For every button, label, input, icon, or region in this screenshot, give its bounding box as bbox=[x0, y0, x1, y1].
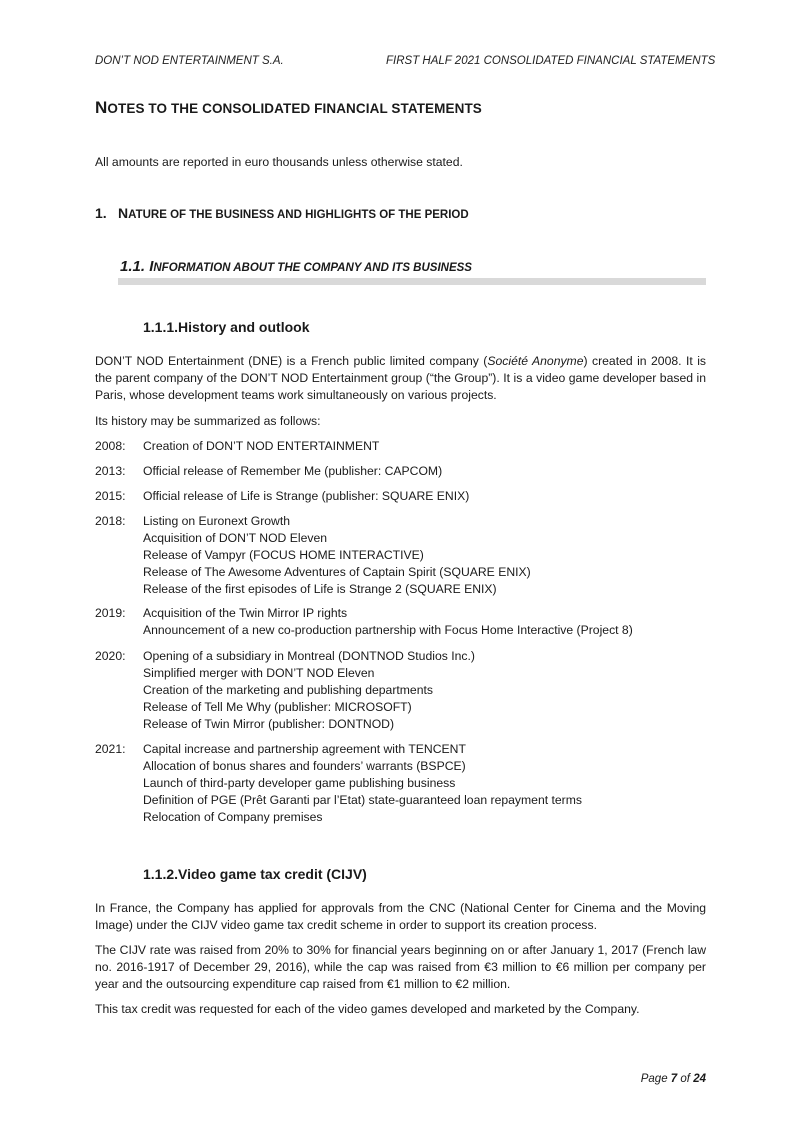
page-title-rest: OTES TO THE CONSOLIDATED FINANCIAL STATEMENTS bbox=[107, 101, 482, 116]
timeline-item: Launch of third-party developer game publishing business bbox=[143, 776, 456, 790]
history-text-italic: Société Anonyme bbox=[487, 354, 584, 368]
timeline-year: 2008: bbox=[95, 439, 126, 453]
timeline-item: Release of Vampyr (FOCUS HOME INTERACTIVE) bbox=[143, 548, 424, 562]
history-text-2: ) created in 2008. It is the parent company of the DON’T NOD Entertainment group (“the Group”). It is a video game developer based in Paris, whose development teams work simultaneously on various projects. bbox=[95, 354, 706, 402]
section-title: History and outlook bbox=[178, 319, 310, 335]
timeline-item: Acquisition of DON’T NOD Eleven bbox=[143, 531, 328, 545]
timeline-item: Release of Twin Mirror (publisher: DONTNOD) bbox=[143, 717, 395, 731]
timeline-item: Opening of a subsidiary in Montreal (DONTNOD Studios Inc.) bbox=[143, 649, 475, 663]
history-text-1: DON’T NOD Entertainment (DNE) is a French public limited company ( bbox=[95, 354, 488, 368]
timeline-item: Release of The Awesome Adventures of Captain Spirit (SQUARE ENIX) bbox=[143, 565, 531, 579]
section-title-initial: N bbox=[118, 205, 129, 221]
section-title-initial: I bbox=[149, 258, 154, 275]
page-number bbox=[641, 1073, 706, 1085]
timeline-year: 2021: bbox=[95, 742, 126, 756]
timeline-year: 2015: bbox=[95, 489, 126, 503]
timeline-item: Allocation of bonus shares and founders’ warrants (BSPCE) bbox=[143, 759, 466, 773]
section-title-rest: ATURE OF THE BUSINESS AND HIGHLIGHTS OF THE PERIOD bbox=[128, 209, 469, 221]
section-heading-1-1-2 bbox=[143, 866, 367, 882]
timeline-item: Capital increase and partnership agreement with TENCENT bbox=[143, 742, 466, 756]
section-number: 1.1. bbox=[120, 258, 146, 275]
section-heading-1-1-1 bbox=[143, 319, 309, 335]
timeline-item: Relocation of Company premises bbox=[143, 810, 323, 824]
timeline-year: 2019: bbox=[95, 606, 126, 620]
running-header-company: DON’T NOD ENTERTAINMENT S.A. bbox=[95, 55, 284, 67]
timeline-item: Creation of the marketing and publishing departments bbox=[143, 683, 433, 697]
section-number: 1. bbox=[95, 205, 107, 221]
section-title-rest: NFORMATION ABOUT THE COMPANY AND ITS BUSINESS bbox=[153, 262, 472, 274]
timeline-year: 2020: bbox=[95, 649, 126, 663]
timeline-item: Release of Tell Me Why (publisher: MICROSOFT) bbox=[143, 700, 412, 714]
page-current: 7 bbox=[670, 1073, 678, 1085]
running-header-title: FIRST HALF 2021 CONSOLIDATED FINANCIAL STATEMENTS bbox=[386, 55, 716, 67]
section-title: Video game tax credit (CIJV) bbox=[178, 866, 367, 882]
section-number: 1.1.2. bbox=[143, 866, 179, 882]
timeline-item: Release of the first episodes of Life is Strange 2 (SQUARE ENIX) bbox=[143, 582, 497, 596]
timeline-item: Listing on Euronext Growth bbox=[143, 514, 291, 528]
timeline-item: Simplified merger with DON’T NOD Eleven bbox=[143, 666, 375, 680]
timeline-item: Acquisition of the Twin Mirror IP rights bbox=[143, 606, 348, 620]
timeline-year: 2018: bbox=[95, 514, 126, 528]
tax-paragraph-3: This tax credit was requested for each of the video games developed and marketed by the Company. bbox=[95, 1002, 640, 1016]
page-total: 24 bbox=[693, 1073, 706, 1085]
tax-paragraph-1: In France, the Company has applied for approvals from the CNC (National Center for Cinema and the Moving Image) under the CIJV video game tax credit scheme in order to support its creation process. bbox=[95, 901, 706, 932]
section-heading-1 bbox=[95, 205, 469, 221]
section-heading-1-1 bbox=[118, 258, 706, 285]
page-of: of bbox=[680, 1073, 690, 1085]
heading-underline-bar bbox=[118, 278, 706, 285]
page-title-initial: N bbox=[95, 98, 108, 117]
timeline-item: Definition of PGE (Prêt Garanti par l’Etat) state-guaranteed loan repayment terms bbox=[143, 793, 582, 807]
page-label: Page bbox=[640, 1073, 668, 1085]
history-intro: Its history may be summarized as follows: bbox=[95, 414, 321, 428]
history-paragraph bbox=[95, 353, 706, 404]
page-title bbox=[95, 98, 482, 118]
timeline-item: Official release of Remember Me (publisher: CAPCOM) bbox=[143, 464, 443, 478]
section-number: 1.1.1. bbox=[143, 319, 179, 335]
intro-text: All amounts are reported in euro thousands unless otherwise stated. bbox=[95, 155, 463, 169]
timeline-item: Announcement of a new co-production partnership with Focus Home Interactive (Project 8) bbox=[143, 623, 633, 637]
tax-paragraph-2: The CIJV rate was raised from 20% to 30% for financial years beginning on or after January 1, 2017 (French law no. 2016-1917 of December 29, 2016), while the cap was raised from €3 million to €6 million per company per year and the outsourcing expenditure cap raised from €1 million to €2 million. bbox=[95, 943, 706, 991]
timeline-year: 2013: bbox=[95, 464, 126, 478]
timeline-item: Creation of DON’T NOD ENTERTAINMENT bbox=[143, 439, 380, 453]
timeline-item: Official release of Life is Strange (publisher: SQUARE ENIX) bbox=[143, 489, 470, 503]
